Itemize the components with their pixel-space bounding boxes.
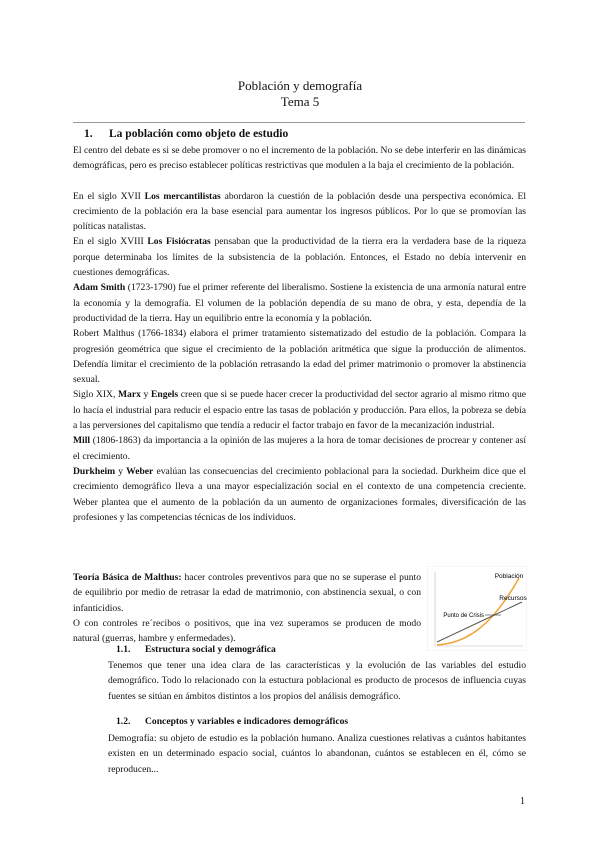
section-heading-1-2: 1.2. Conceptos y variables e indicadores demográficos [116,716,349,727]
paragraph-intro: El centro del debate es si se debe promover o no el incremento de la población. No se debe interferir en las dinámicas demográficas, pero es preciso establecer políticas restrictivas que modulen a la baja el crecimiento de la población. [73,145,526,172]
page-number: 1 [520,796,525,807]
paragraph-estructura: Tenemos que tener una idea clara de las características y la evolución de las variables del estudio demográfico. Todo lo relacionado con la estuctura poblacional es producto de procesos de influencia cuyas fuentes se sitúan en ámbitos distintos a los propios del análisis demográfico. [108,660,526,702]
document-title: Población y demografía [237,78,363,93]
malthus-figure [427,566,527,651]
document-subtitle: Tema 5 [280,94,320,109]
body-text [73,143,526,525]
section-heading-1 [84,128,288,140]
paragraph-malthus: Robert Malthus (1766-1834) elabora el primer tratamiento sistematizado del estudio de la población. Compara la progresión geométrica que sigue el crecimiento de la población aritmética que sigue la producción de alimentos. Defendía limitar el crecimiento de la población retrasando la edad del primer matrimonio o promover la abstinencia sexual. [73,328,526,386]
section-number: 1. [84,128,93,140]
malthus-theory-text [73,570,421,646]
paragraph-marx-engels: Siglo XIX, Marx y Engels creen que si se puede hacer crecer la productividad del sector agrario al mismo ritmo que lo hacía el industrial para reducir el espacio entre las tasas de población y producción. Para ellos, la pobreza se debía a las perversiones del capitalismo que tendía a reducir el factor trabajo en favor de la mecanización industrial. [73,389,526,432]
label-recursos: Recursos [499,595,527,602]
paragraph-fisiocratas: En el siglo XVIII Los Fisiócratas pensaban que la productividad de la tierra era la verdadera base de la riqueza porque determinaba los límites de la subsistencia de la población. Entonces, el Estado no debía intervenir en cuestiones demográficas. [73,236,526,279]
paragraph-adam-smith: Adam Smith (1723-1790) fue el primer referente del liberalismo. Sostiene la existencia de una armonía natural entre la economía y la demografía. El volumen de la población dependía de su mano de obra, y esta, dependía de la productividad de la tierra. Hay un equilibrio entre la economía y la población. [73,282,526,324]
header-rule [73,122,525,123]
label-punto-crisis: Punto de Crisis [443,613,484,619]
label-poblacion: Población [494,573,524,580]
paragraph-controles: O con controles re´recibos o positivos, que ina vez superamos se producen de modo natural (guerras, hambre y enfermedades). [73,617,421,645]
paragraph-durkheim-weber: Durkheim y Weber evalúan las consecuencias del crecimiento poblacional para la sociedad. Durkheim dice que el crecimiento demográfico lleva a una mayor especialización social en el contexto de una competencia creciente. Weber plantea que el aumento de la población da un aumento de organizaciones formales, diversificación de las profesiones y las competencias técnicas de los individuos. [73,465,526,523]
paragraph-mercantilistas: En el siglo XVII Los mercantilistas abordaron la cuestión de la población desde una perspectiva económica. El crecimiento de la población era la base esencial para aumentar los ingresos públicos. Por lo que se promovían las políticas natalistas. [73,190,526,233]
paragraph-demografia: Demografía: su objeto de estudio es la población humano. Analiza cuestiones relativas a cuántos habitantes existen en un determinado espacio social, cuántos lo abandonan, cuántos se establecen en él, cómo se reproducen... [108,733,526,775]
paragraph-mill: Mill (1806-1863) da importancia a la opinión de las mujeres a la hora de tomar decisiones de procrear y contener así el crecimiento. [73,435,526,462]
section-heading-1-1: 1.1. Estructura social y demográfica [116,644,276,655]
paragraph-teoria-malthus: Teoría Básica de Malthus: hacer controles preventivos para que no se superase el punto de equilibrio por medio de retrasar la edad de matrimonio, con abstinencia sexual, o con infanticidios. [73,572,422,614]
section-title: La población como objeto de estudio [109,128,289,140]
